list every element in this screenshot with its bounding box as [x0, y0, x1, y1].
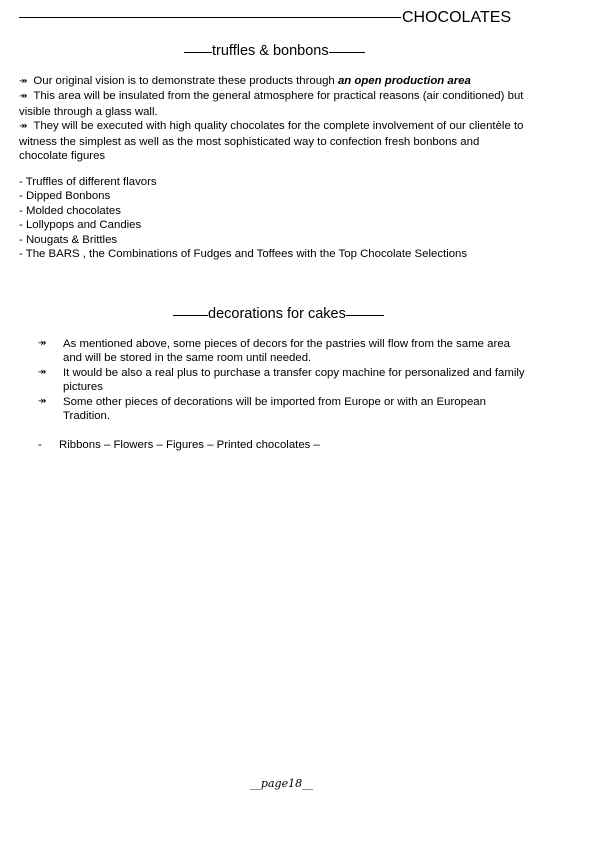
intro-paragraph-1: [19, 74, 524, 89]
list-item: [38, 366, 532, 395]
decoration-text-1: As mentioned above, some pieces of decors for the pastries will flow from the same area and will be stored in the same room until needed.: [63, 338, 510, 365]
decorations-heading: [173, 305, 384, 323]
decoration-text-3: Some other pieces of decorations will be imported from Europe or with an European Tradition.: [63, 395, 486, 423]
decorations-heading-text: decorations for cakes: [208, 306, 346, 322]
arrow-bullet-icon: ↠: [19, 91, 28, 103]
list-item: - Lollypops and Candies: [19, 219, 142, 232]
truffles-heading: [184, 42, 365, 60]
list-item: - Molded chocolates: [19, 204, 121, 217]
arrow-bullet-icon: ↠: [38, 366, 47, 378]
list-item: - Dipped Bonbons: [19, 190, 111, 203]
truffles-heading-text: truffles & bonbons: [212, 43, 329, 59]
arrow-bullet-icon: ↠: [19, 121, 28, 133]
page-number-text: page18: [260, 777, 303, 790]
types-text: Ribbons – Flowers – Figures – Printed chocolates –: [59, 439, 320, 451]
truffles-intro: [19, 74, 524, 163]
arrow-bullet-icon: ↠: [19, 76, 28, 87]
decorations-list: [38, 337, 532, 423]
heading-rule-left: [173, 315, 208, 316]
product-list: [19, 175, 467, 261]
list-item: - Truffles of different flavors: [19, 176, 157, 188]
decoration-types: [38, 438, 320, 452]
heading-rule-right: [346, 315, 384, 316]
header-rule: [19, 17, 401, 18]
intro-paragraph-3: [19, 119, 524, 163]
intro-paragraph-2: [19, 89, 524, 119]
intro-emphasis: an open production area: [337, 75, 471, 87]
list-item: - The BARS , the Combinations of Fudges and Toffees with the Top Chocolate Selections: [19, 248, 468, 261]
page-title: CHOCOLATES: [402, 9, 512, 26]
intro-text-3: They will be executed with high quality chocolates for the complete involvement of our clientèle to witness the simplest as well as the most sophisticated way to confection fresh bonbons and chocolate figures: [19, 120, 524, 163]
decoration-text-2: It would be also a real plus to purchase a transfer copy machine for personalized and family pictures: [63, 366, 525, 394]
types-dash: -: [38, 439, 42, 451]
intro-text-2: This area will be insulated from the general atmosphere for practical reasons (air conditioned) but visible through a glass wall.: [19, 90, 524, 118]
list-item: [38, 395, 532, 424]
arrow-bullet-icon: ↠: [38, 338, 47, 349]
list-item: - Nougats & Brittles: [19, 233, 118, 246]
page-header: [19, 8, 524, 28]
heading-rule-left: [184, 52, 212, 53]
arrow-bullet-icon: ↠: [38, 395, 47, 407]
page-number: __page18__: [249, 777, 314, 790]
intro-text-1: Our original vision is to demonstrate these products through: [33, 75, 338, 87]
list-item: [38, 337, 532, 366]
heading-rule-right: [329, 52, 365, 53]
